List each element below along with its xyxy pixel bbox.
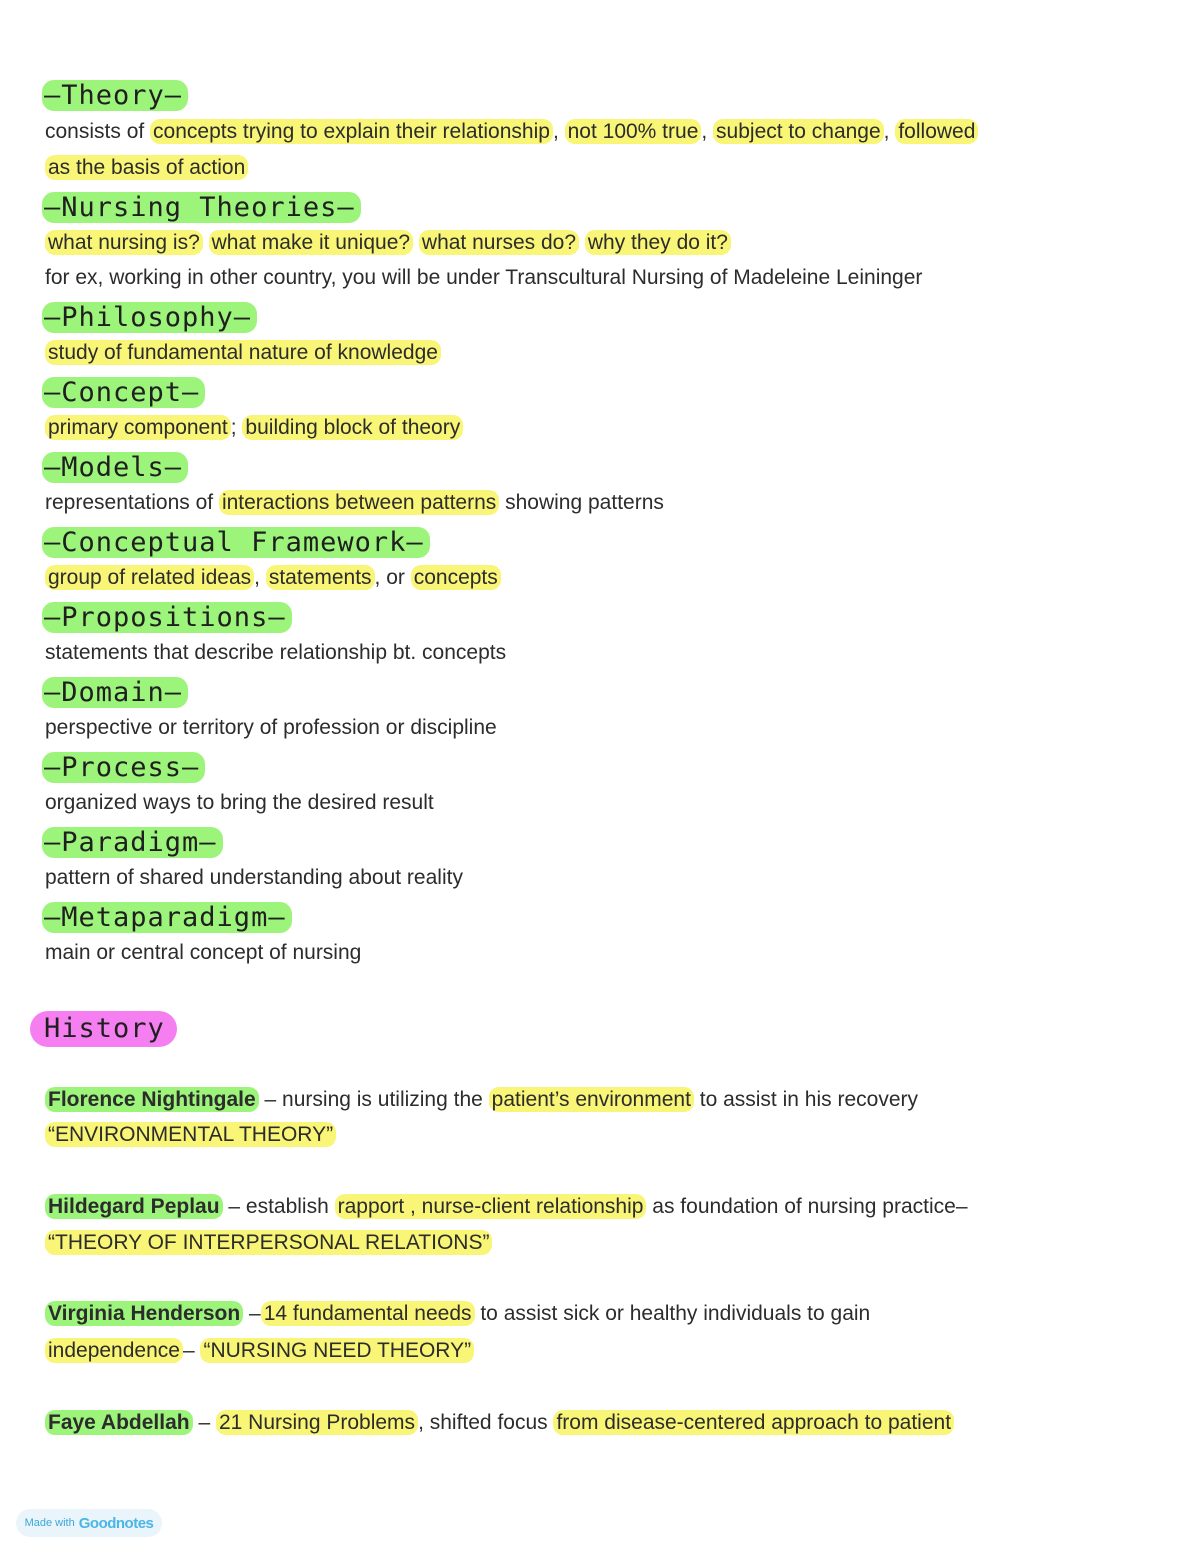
philosophy-definition: study of fundamental nature of knowledge [45,340,441,366]
made-with-goodnotes-badge[interactable]: Made with Goodnotes [16,1509,162,1537]
propositions-heading: –Propositions– [42,603,292,633]
theorist-name: Florence Nightingale [45,1087,259,1112]
metaparadigm-heading: –Metaparadigm– [42,903,292,933]
philosophy-heading: –Philosophy– [42,303,257,333]
propositions-definition: statements that describe relationship bt. concepts [45,641,507,664]
theory-definition-line1: consists of concepts trying to explain their relationship , not 100% true , subject to change , followed [45,119,978,145]
concept-definition: primary component ; building block of theory [45,415,463,441]
paradigm-heading: –Paradigm– [42,828,223,858]
henderson-theory: independence – “NURSING NEED THEORY” [45,1338,474,1364]
nightingale-entry: Florence Nightingale – nursing is utilizing the patient’s environment to assist in his recovery [45,1087,918,1113]
process-heading: –Process– [42,753,205,783]
domain-heading: –Domain– [42,678,188,708]
abdellah-entry: Faye Abdellah – 21 Nursing Problems , shifted focus from disease-centered approach to patient [45,1410,954,1436]
nursing-theories-questions: what nursing is? what make it unique? what nurses do? why they do it? [45,230,731,256]
peplau-entry: Hildegard Peplau – establish rapport , nurse-client relationship as foundation of nursing practice– [45,1194,968,1220]
theorist-name: Virginia Henderson [45,1301,243,1326]
models-definition: representations of interactions between patterns showing patterns [45,491,664,514]
domain-definition: perspective or territory of profession or discipline [45,716,497,739]
nightingale-theory: “ENVIRONMENTAL THEORY” [45,1122,336,1148]
conceptual-framework-definition: group of related ideas , statements , or concepts [45,565,501,591]
history-heading: History [30,1011,177,1047]
theorist-name: Faye Abdellah [45,1410,193,1435]
models-heading: –Models– [42,453,188,483]
nursing-theories-example: for ex, working in other country, you will be under Transcultural Nursing of Madeleine Leininger [45,266,923,289]
process-definition: organized ways to bring the desired result [45,791,434,814]
henderson-entry: Virginia Henderson – 14 fundamental needs to assist sick or healthy individuals to gain [45,1301,870,1327]
paradigm-definition: pattern of shared understanding about reality [45,866,463,889]
concept-heading: –Concept– [42,378,205,408]
theory-heading: –Theory– [42,81,188,111]
nursing-theories-heading: –Nursing Theories– [42,193,361,223]
theorist-name: Hildegard Peplau [45,1194,223,1219]
metaparadigm-definition: main or central concept of nursing [45,941,362,964]
conceptual-framework-heading: –Conceptual Framework– [42,528,430,558]
peplau-theory: “THEORY OF INTERPERSONAL RELATIONS” [45,1230,492,1256]
theory-definition-line2: as the basis of action [45,155,248,181]
